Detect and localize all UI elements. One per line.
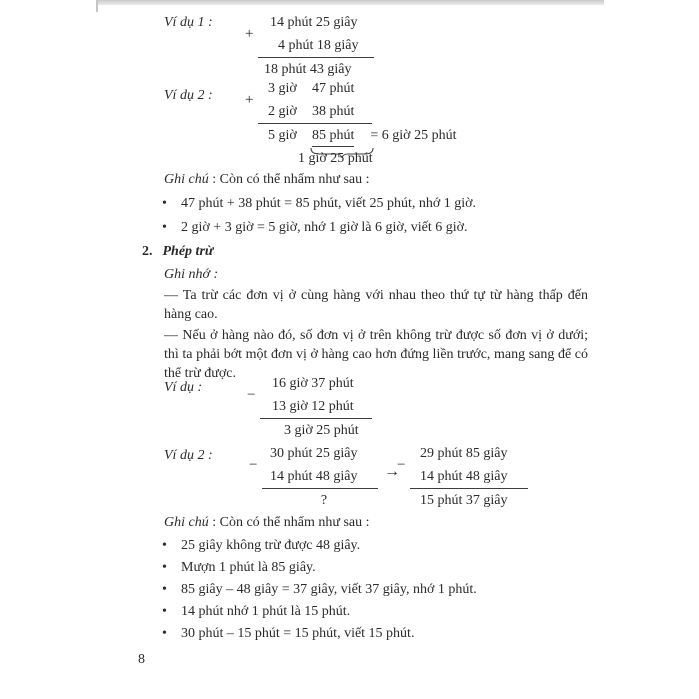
plus-sign: + <box>245 92 254 108</box>
bullet-text: 30 phút – 15 phút = 15 phút, viết 15 phút. <box>181 626 415 641</box>
subtraction-note-bullets <box>162 535 477 645</box>
section-title: Phép trừ <box>162 244 214 259</box>
rule-paragraph-1: — Ta trừ các đơn vị ở cùng hàng với nhau theo thứ tự từ hàng thấp đến hàng cao. <box>164 288 588 322</box>
note-label: Ghi chú <box>164 172 209 187</box>
bullet-text: 25 giây không trừ được 48 giây. <box>181 538 361 553</box>
minutes-value: 38 phút <box>312 104 355 119</box>
addend-2 <box>258 100 372 124</box>
bullet-icon: • <box>162 626 167 641</box>
normalized-result: = 6 giờ 25 phút <box>370 128 457 143</box>
addition-example1-stack <box>245 11 374 81</box>
note-intro: : Còn có thể nhẩm như sau : <box>208 515 370 530</box>
difference: 15 phút 37 giây <box>420 493 508 508</box>
section-number: 2. <box>142 244 153 259</box>
section-heading <box>142 240 213 263</box>
hours-value: 5 giờ <box>268 128 297 143</box>
hours-value: 3 giờ <box>268 81 297 96</box>
addition-example2-label: Ví dụ 2 : <box>164 88 213 103</box>
list-item <box>162 601 477 623</box>
list-item <box>162 623 477 645</box>
minus-sign: − <box>247 387 256 403</box>
minus-sign: − <box>397 457 406 473</box>
minuend: 30 phút 25 giây <box>270 446 358 461</box>
addition-example1-label: Ví dụ 1 : <box>164 15 213 30</box>
bullet-icon: • <box>162 560 167 575</box>
addition-note <box>164 168 370 191</box>
arrow-right-icon: → <box>384 463 400 480</box>
scan-edge-top <box>97 0 604 5</box>
plus-sign: + <box>245 26 254 42</box>
bullet-icon: • <box>162 220 167 235</box>
note-label: Ghi chú <box>164 515 209 530</box>
list-item <box>162 579 477 601</box>
unknown-difference: ? <box>320 493 328 508</box>
addition-example2-stack <box>245 77 457 147</box>
bullet-text: 2 giờ + 3 giờ = 5 giờ, nhớ 1 giờ là 6 giờ, viết 6 giờ. <box>181 220 468 235</box>
bullet-text: 85 giây – 48 giây = 37 giây, viết 37 giây, nhớ 1 phút. <box>181 582 477 597</box>
bullet-icon: • <box>162 582 167 597</box>
addend-2: 4 phút 18 giây <box>258 34 374 58</box>
minuend: 16 giờ 37 phút <box>272 376 354 391</box>
bullet-text: 14 phút nhớ 1 phút là 15 phút. <box>181 604 351 619</box>
sum: 18 phút 43 giây <box>264 62 352 77</box>
remember-label: Ghi nhớ : <box>164 267 219 282</box>
minuend: 29 phút 85 giây <box>420 446 508 461</box>
subtraction-example2-left-stack <box>249 442 378 512</box>
rule-paragraph-2: — Nếu ở hàng nào đó, số đơn vị ở trên không trừ được số đơn vị ở dưới; thì ta phải bớt một đơn vị ở hàng cao hơn đứng liền trước, mang sang để có thể trừ được. <box>164 328 588 381</box>
subtraction-note <box>164 511 370 534</box>
difference: 3 giờ 25 phút <box>284 423 359 438</box>
subtrahend: 14 phút 48 giây <box>262 465 378 489</box>
subtraction-example1-label: Ví dụ : <box>164 380 203 395</box>
hours-value: 2 giờ <box>268 104 297 119</box>
list-item <box>162 557 477 579</box>
carry-annotation: 1 giờ 25 phút <box>298 151 373 166</box>
subtraction-example2-right-stack <box>397 442 528 512</box>
addend-1: 14 phút 25 giây <box>270 15 358 30</box>
list-item <box>162 216 476 240</box>
subtraction-example2-label: Ví dụ 2 : <box>164 448 213 463</box>
page-number: 8 <box>138 652 145 667</box>
bullet-text: 47 phút + 38 phút = 85 phút, viết 25 phút, nhớ 1 giờ. <box>181 196 477 211</box>
bullet-icon: • <box>162 604 167 619</box>
bullet-icon: • <box>162 538 167 553</box>
bullet-icon: • <box>162 196 167 211</box>
note-intro: : Còn có thể nhẩm như sau : <box>208 172 370 187</box>
subtraction-example1-stack <box>247 372 372 442</box>
addend-1 <box>258 77 372 100</box>
minutes-value-underlined: 85 phút <box>312 125 354 147</box>
list-item <box>162 192 476 216</box>
scan-edge-left <box>96 0 98 12</box>
bullet-text: Mượn 1 phút là 85 giây. <box>181 560 316 575</box>
subtrahend: 13 giờ 12 phút <box>260 395 372 419</box>
addition-note-bullets <box>162 192 476 240</box>
minus-sign: − <box>249 457 258 473</box>
sum <box>258 124 457 147</box>
list-item <box>162 535 477 557</box>
minutes-value: 47 phút <box>312 81 355 96</box>
subtrahend: 14 phút 48 giây <box>410 465 528 489</box>
